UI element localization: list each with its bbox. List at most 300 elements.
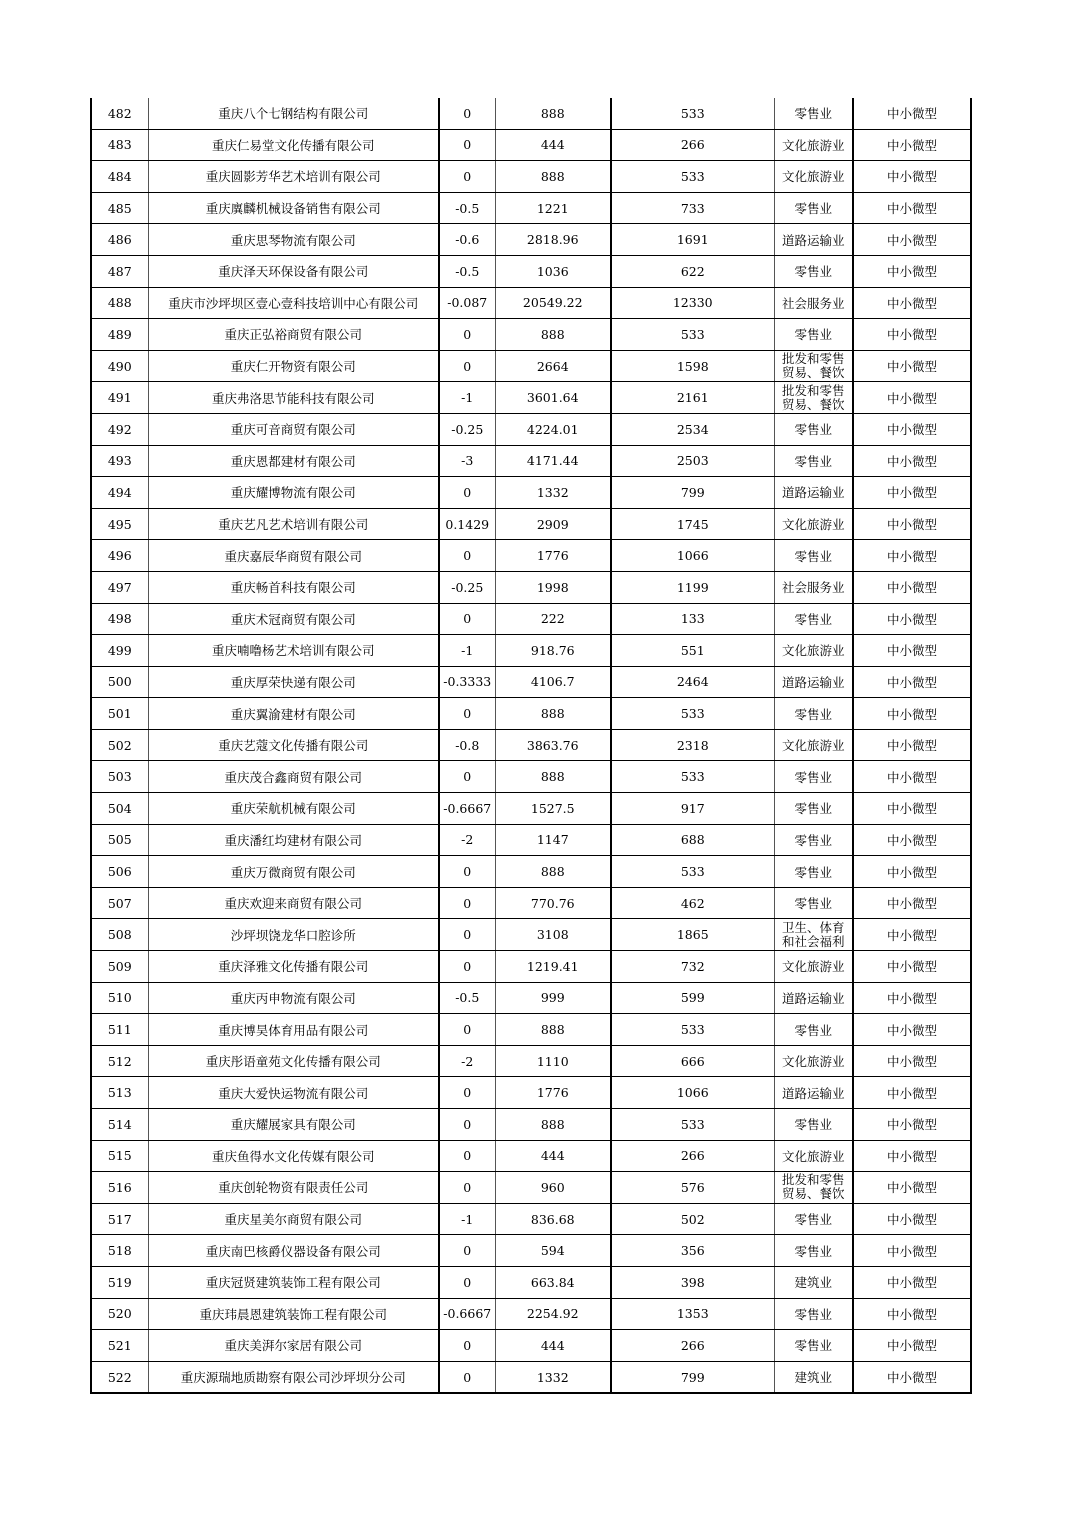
table-row [91,571,971,603]
enterprise-size-cell: 中小微型 [853,856,971,888]
data-table [90,98,972,1394]
company-name-cell: 重庆泽天环保设备有限公司 [148,255,439,287]
industry-cell: 道路运输业 [774,224,853,256]
company-name-cell: 重庆市沙坪坝区壹心壹科技培训中心有限公司 [148,287,439,319]
value-c-cell: 622 [611,255,774,287]
industry-cell [774,350,853,382]
value-c-cell: 666 [611,1045,774,1077]
enterprise-size-cell: 中小微型 [853,382,971,414]
enterprise-size-cell: 中小微型 [853,477,971,509]
industry-cell: 零售业 [774,761,853,793]
company-name-cell: 重庆鱼得水文化传媒有限公司 [148,1140,439,1172]
row-number-cell: 506 [91,856,148,888]
value-c-cell: 533 [611,319,774,351]
value-c-cell: 732 [611,951,774,983]
company-name-cell: 重庆术冠商贸有限公司 [148,603,439,635]
industry-cell: 零售业 [774,856,853,888]
value-a-cell: 0 [439,919,495,951]
enterprise-size-cell: 中小微型 [853,824,971,856]
row-number-cell: 497 [91,571,148,603]
enterprise-size-cell: 中小微型 [853,1109,971,1141]
industry-cell: 零售业 [774,1109,853,1141]
enterprise-size-cell: 中小微型 [853,603,971,635]
table-row [91,1109,971,1141]
company-name-cell: 重庆潘红均建材有限公司 [148,824,439,856]
value-c-cell: 1865 [611,919,774,951]
enterprise-size-cell: 中小微型 [853,413,971,445]
table-row [91,319,971,351]
value-c-cell: 1598 [611,350,774,382]
industry-cell: 文化旅游业 [774,508,853,540]
industry-cell: 零售业 [774,1235,853,1267]
value-a-cell: -1 [439,635,495,667]
value-c-cell: 1066 [611,1077,774,1109]
enterprise-size-cell: 中小微型 [853,761,971,793]
enterprise-size-cell: 中小微型 [853,729,971,761]
row-number-cell: 499 [91,635,148,667]
value-b-cell: 918.76 [495,635,611,667]
value-b-cell: 1776 [495,540,611,572]
table-row [91,1298,971,1330]
industry-label: 批发和零售贸易、餐饮 [781,352,845,381]
value-a-cell: -0.5 [439,255,495,287]
value-a-cell: -0.6667 [439,1298,495,1330]
value-a-cell: 0 [439,1361,495,1393]
industry-cell: 零售业 [774,887,853,919]
value-b-cell: 3601.64 [495,382,611,414]
value-b-cell: 1527.5 [495,793,611,825]
industry-cell: 零售业 [774,445,853,477]
industry-cell: 零售业 [774,824,853,856]
value-a-cell: -2 [439,1045,495,1077]
company-name-cell: 重庆廙麟机械设备销售有限公司 [148,192,439,224]
row-number-cell: 503 [91,761,148,793]
industry-cell: 社会服务业 [774,287,853,319]
industry-cell: 社会服务业 [774,571,853,603]
industry-cell: 文化旅游业 [774,1045,853,1077]
value-c-cell: 1691 [611,224,774,256]
industry-cell: 文化旅游业 [774,635,853,667]
enterprise-size-cell: 中小微型 [853,1361,971,1393]
enterprise-size-cell: 中小微型 [853,919,971,951]
company-name-cell: 重庆博昊体育用品有限公司 [148,1014,439,1046]
row-number-cell: 490 [91,350,148,382]
company-name-cell: 重庆思琴物流有限公司 [148,224,439,256]
company-name-cell: 重庆荣航机械有限公司 [148,793,439,825]
table-row [91,161,971,193]
value-a-cell: -3 [439,445,495,477]
value-b-cell: 444 [495,1140,611,1172]
value-b-cell: 1776 [495,1077,611,1109]
value-a-cell: -0.087 [439,287,495,319]
table-row [91,1203,971,1235]
value-c-cell: 533 [611,761,774,793]
company-name-cell: 重庆万微商贸有限公司 [148,856,439,888]
table-row [91,635,971,667]
value-b-cell: 1110 [495,1045,611,1077]
company-name-cell: 重庆茂合鑫商贸有限公司 [148,761,439,793]
industry-label: 批发和零售贸易、餐饮 [781,383,845,412]
company-name-cell: 重庆厚荣快递有限公司 [148,666,439,698]
value-b-cell: 888 [495,161,611,193]
value-b-cell: 1219.41 [495,951,611,983]
enterprise-size-cell: 中小微型 [853,98,971,129]
value-b-cell: 2909 [495,508,611,540]
table-row [91,698,971,730]
row-number-cell: 515 [91,1140,148,1172]
company-name-cell: 重庆南巴核爵仪器设备有限公司 [148,1235,439,1267]
value-b-cell: 888 [495,856,611,888]
value-a-cell: -1 [439,382,495,414]
row-number-cell: 513 [91,1077,148,1109]
value-a-cell: 0.1429 [439,508,495,540]
table-row [91,1172,971,1204]
value-a-cell: -0.25 [439,413,495,445]
enterprise-size-cell: 中小微型 [853,350,971,382]
enterprise-size-cell: 中小微型 [853,1140,971,1172]
value-c-cell: 12330 [611,287,774,319]
table-row [91,856,971,888]
table-row [91,350,971,382]
value-b-cell: 1147 [495,824,611,856]
value-a-cell: 0 [439,477,495,509]
value-c-cell: 462 [611,887,774,919]
value-a-cell: 0 [439,161,495,193]
industry-cell: 零售业 [774,319,853,351]
value-a-cell: 0 [439,698,495,730]
company-name-cell: 重庆八个七钢结构有限公司 [148,98,439,129]
value-a-cell: 0 [439,1172,495,1204]
value-a-cell: -0.5 [439,982,495,1014]
value-a-cell: 0 [439,1077,495,1109]
value-c-cell: 2503 [611,445,774,477]
industry-cell: 道路运输业 [774,666,853,698]
row-number-cell: 493 [91,445,148,477]
industry-cell: 文化旅游业 [774,729,853,761]
industry-cell: 文化旅游业 [774,129,853,161]
table-row [91,1235,971,1267]
value-b-cell: 1332 [495,477,611,509]
enterprise-size-cell: 中小微型 [853,192,971,224]
value-c-cell: 599 [611,982,774,1014]
value-b-cell: 770.76 [495,887,611,919]
value-c-cell: 2318 [611,729,774,761]
industry-cell: 零售业 [774,698,853,730]
company-name-cell: 重庆可音商贸有限公司 [148,413,439,445]
table-row [91,382,971,414]
value-b-cell: 444 [495,129,611,161]
industry-cell: 零售业 [774,1330,853,1362]
value-c-cell: 576 [611,1172,774,1204]
company-name-cell: 重庆喃噜杨艺术培训有限公司 [148,635,439,667]
industry-cell: 文化旅游业 [774,161,853,193]
table-row [91,951,971,983]
value-b-cell: 4224.01 [495,413,611,445]
industry-cell: 零售业 [774,603,853,635]
value-b-cell: 3863.76 [495,729,611,761]
value-a-cell: 0 [439,1109,495,1141]
value-a-cell: 0 [439,951,495,983]
row-number-cell: 518 [91,1235,148,1267]
value-b-cell: 1036 [495,255,611,287]
value-c-cell: 1745 [611,508,774,540]
value-c-cell: 356 [611,1235,774,1267]
company-name-cell: 重庆冠贤建筑装饰工程有限公司 [148,1266,439,1298]
table-row [91,919,971,951]
row-number-cell: 509 [91,951,148,983]
value-c-cell: 133 [611,603,774,635]
table-row [91,1361,971,1393]
enterprise-size-cell: 中小微型 [853,1172,971,1204]
value-a-cell: 0 [439,129,495,161]
row-number-cell: 510 [91,982,148,1014]
enterprise-size-cell: 中小微型 [853,1014,971,1046]
row-number-cell: 517 [91,1203,148,1235]
row-number-cell: 514 [91,1109,148,1141]
table-row [91,477,971,509]
value-b-cell: 20549.22 [495,287,611,319]
value-c-cell: 398 [611,1266,774,1298]
value-a-cell: -0.3333 [439,666,495,698]
industry-label: 卫生、体育和社会福利 [781,920,845,949]
company-name-cell: 重庆创轮物资有限责任公司 [148,1172,439,1204]
value-b-cell: 444 [495,1330,611,1362]
value-c-cell: 2464 [611,666,774,698]
industry-cell: 零售业 [774,540,853,572]
value-c-cell: 799 [611,477,774,509]
value-a-cell: 0 [439,1235,495,1267]
value-c-cell: 266 [611,1140,774,1172]
table-row [91,603,971,635]
value-c-cell: 1353 [611,1298,774,1330]
row-number-cell: 486 [91,224,148,256]
row-number-cell: 508 [91,919,148,951]
enterprise-size-cell: 中小微型 [853,319,971,351]
enterprise-size-cell: 中小微型 [853,793,971,825]
value-a-cell: 0 [439,319,495,351]
table-row [91,508,971,540]
row-number-cell: 483 [91,129,148,161]
table-row [91,129,971,161]
industry-cell: 文化旅游业 [774,951,853,983]
value-a-cell: -0.6 [439,224,495,256]
industry-cell: 零售业 [774,1014,853,1046]
row-number-cell: 505 [91,824,148,856]
value-a-cell: -0.5 [439,192,495,224]
value-c-cell: 688 [611,824,774,856]
company-name-cell: 重庆艺凡艺术培训有限公司 [148,508,439,540]
company-name-cell: 重庆泽雅文化传播有限公司 [148,951,439,983]
enterprise-size-cell: 中小微型 [853,571,971,603]
value-a-cell: 0 [439,856,495,888]
company-name-cell: 重庆仁易堂文化传播有限公司 [148,129,439,161]
company-name-cell: 重庆星美尔商贸有限公司 [148,1203,439,1235]
row-number-cell: 498 [91,603,148,635]
company-name-cell: 重庆欢迎来商贸有限公司 [148,887,439,919]
enterprise-size-cell: 中小微型 [853,129,971,161]
value-c-cell: 551 [611,635,774,667]
value-a-cell: 0 [439,350,495,382]
industry-cell: 文化旅游业 [774,1140,853,1172]
enterprise-size-cell: 中小微型 [853,445,971,477]
value-c-cell: 266 [611,129,774,161]
value-b-cell: 1332 [495,1361,611,1393]
row-number-cell: 494 [91,477,148,509]
company-name-cell: 重庆翼渝建材有限公司 [148,698,439,730]
value-c-cell: 2161 [611,382,774,414]
enterprise-size-cell: 中小微型 [853,540,971,572]
table-row [91,824,971,856]
enterprise-size-cell: 中小微型 [853,161,971,193]
enterprise-size-cell: 中小微型 [853,508,971,540]
value-b-cell: 663.84 [495,1266,611,1298]
enterprise-size-cell: 中小微型 [853,698,971,730]
enterprise-size-cell: 中小微型 [853,255,971,287]
company-name-cell: 重庆源瑞地质勘察有限公司沙坪坝分公司 [148,1361,439,1393]
table-row [91,982,971,1014]
value-b-cell: 222 [495,603,611,635]
row-number-cell: 516 [91,1172,148,1204]
industry-cell [774,919,853,951]
enterprise-size-cell: 中小微型 [853,287,971,319]
industry-cell: 零售业 [774,98,853,129]
value-c-cell: 733 [611,192,774,224]
value-b-cell: 2664 [495,350,611,382]
table-row [91,192,971,224]
value-b-cell: 888 [495,319,611,351]
enterprise-size-cell: 中小微型 [853,1203,971,1235]
row-number-cell: 500 [91,666,148,698]
value-b-cell: 888 [495,761,611,793]
row-number-cell: 489 [91,319,148,351]
value-a-cell: 0 [439,1330,495,1362]
row-number-cell: 485 [91,192,148,224]
value-c-cell: 533 [611,98,774,129]
value-c-cell: 799 [611,1361,774,1393]
table-body [91,98,971,1393]
industry-cell: 零售业 [774,793,853,825]
value-b-cell: 999 [495,982,611,1014]
company-name-cell: 重庆仁开物资有限公司 [148,350,439,382]
enterprise-size-cell: 中小微型 [853,1045,971,1077]
value-b-cell: 888 [495,1109,611,1141]
enterprise-size-cell: 中小微型 [853,1266,971,1298]
table-row [91,1140,971,1172]
company-name-cell: 重庆畅首科技有限公司 [148,571,439,603]
company-name-cell: 沙坪坝饶龙华口腔诊所 [148,919,439,951]
value-c-cell: 917 [611,793,774,825]
table-row [91,793,971,825]
company-name-cell: 重庆玮晨恩建筑装饰工程有限公司 [148,1298,439,1330]
row-number-cell: 519 [91,1266,148,1298]
table-row [91,1330,971,1362]
value-b-cell: 4171.44 [495,445,611,477]
table-row [91,1045,971,1077]
row-number-cell: 501 [91,698,148,730]
value-b-cell: 888 [495,698,611,730]
industry-cell: 零售业 [774,413,853,445]
industry-cell: 建筑业 [774,1266,853,1298]
enterprise-size-cell: 中小微型 [853,1298,971,1330]
value-b-cell: 836.68 [495,1203,611,1235]
value-b-cell: 888 [495,98,611,129]
industry-cell: 零售业 [774,1298,853,1330]
enterprise-size-cell: 中小微型 [853,1235,971,1267]
value-c-cell: 1066 [611,540,774,572]
industry-cell: 建筑业 [774,1361,853,1393]
table-row [91,413,971,445]
row-number-cell: 482 [91,98,148,129]
table-row [91,224,971,256]
company-name-cell: 重庆彤语童苑文化传播有限公司 [148,1045,439,1077]
table-row [91,1077,971,1109]
value-b-cell: 1221 [495,192,611,224]
table-row [91,887,971,919]
value-b-cell: 1998 [495,571,611,603]
company-name-cell: 重庆嘉辰华商贸有限公司 [148,540,439,572]
enterprise-size-cell: 中小微型 [853,666,971,698]
value-b-cell: 594 [495,1235,611,1267]
industry-cell: 道路运输业 [774,477,853,509]
enterprise-size-cell: 中小微型 [853,635,971,667]
value-a-cell: -2 [439,824,495,856]
table-row [91,255,971,287]
row-number-cell: 487 [91,255,148,287]
industry-cell: 零售业 [774,255,853,287]
industry-cell [774,1172,853,1204]
row-number-cell: 507 [91,887,148,919]
table-row [91,666,971,698]
value-b-cell: 2254.92 [495,1298,611,1330]
industry-cell [774,382,853,414]
value-c-cell: 533 [611,1014,774,1046]
row-number-cell: 504 [91,793,148,825]
table-row [91,287,971,319]
industry-cell: 道路运输业 [774,1077,853,1109]
row-number-cell: 522 [91,1361,148,1393]
table-row [91,761,971,793]
value-c-cell: 533 [611,698,774,730]
value-c-cell: 533 [611,1109,774,1141]
value-a-cell: 0 [439,98,495,129]
value-a-cell: 0 [439,603,495,635]
value-a-cell: 0 [439,1014,495,1046]
table-row [91,540,971,572]
company-name-cell: 重庆圆影芳华艺术培训有限公司 [148,161,439,193]
company-name-cell: 重庆丙申物流有限公司 [148,982,439,1014]
value-a-cell: -0.25 [439,571,495,603]
value-a-cell: 0 [439,1266,495,1298]
enterprise-size-cell: 中小微型 [853,1330,971,1362]
row-number-cell: 512 [91,1045,148,1077]
table-row [91,1014,971,1046]
row-number-cell: 495 [91,508,148,540]
value-a-cell: 0 [439,540,495,572]
row-number-cell: 496 [91,540,148,572]
value-a-cell: 0 [439,1140,495,1172]
enterprise-size-cell: 中小微型 [853,982,971,1014]
value-a-cell: 0 [439,887,495,919]
industry-cell: 道路运输业 [774,982,853,1014]
company-name-cell: 重庆大爱快运物流有限公司 [148,1077,439,1109]
company-name-cell: 重庆美湃尔家居有限公司 [148,1330,439,1362]
value-b-cell: 960 [495,1172,611,1204]
row-number-cell: 520 [91,1298,148,1330]
value-b-cell: 2818.96 [495,224,611,256]
row-number-cell: 488 [91,287,148,319]
table-row [91,445,971,477]
industry-cell: 零售业 [774,192,853,224]
